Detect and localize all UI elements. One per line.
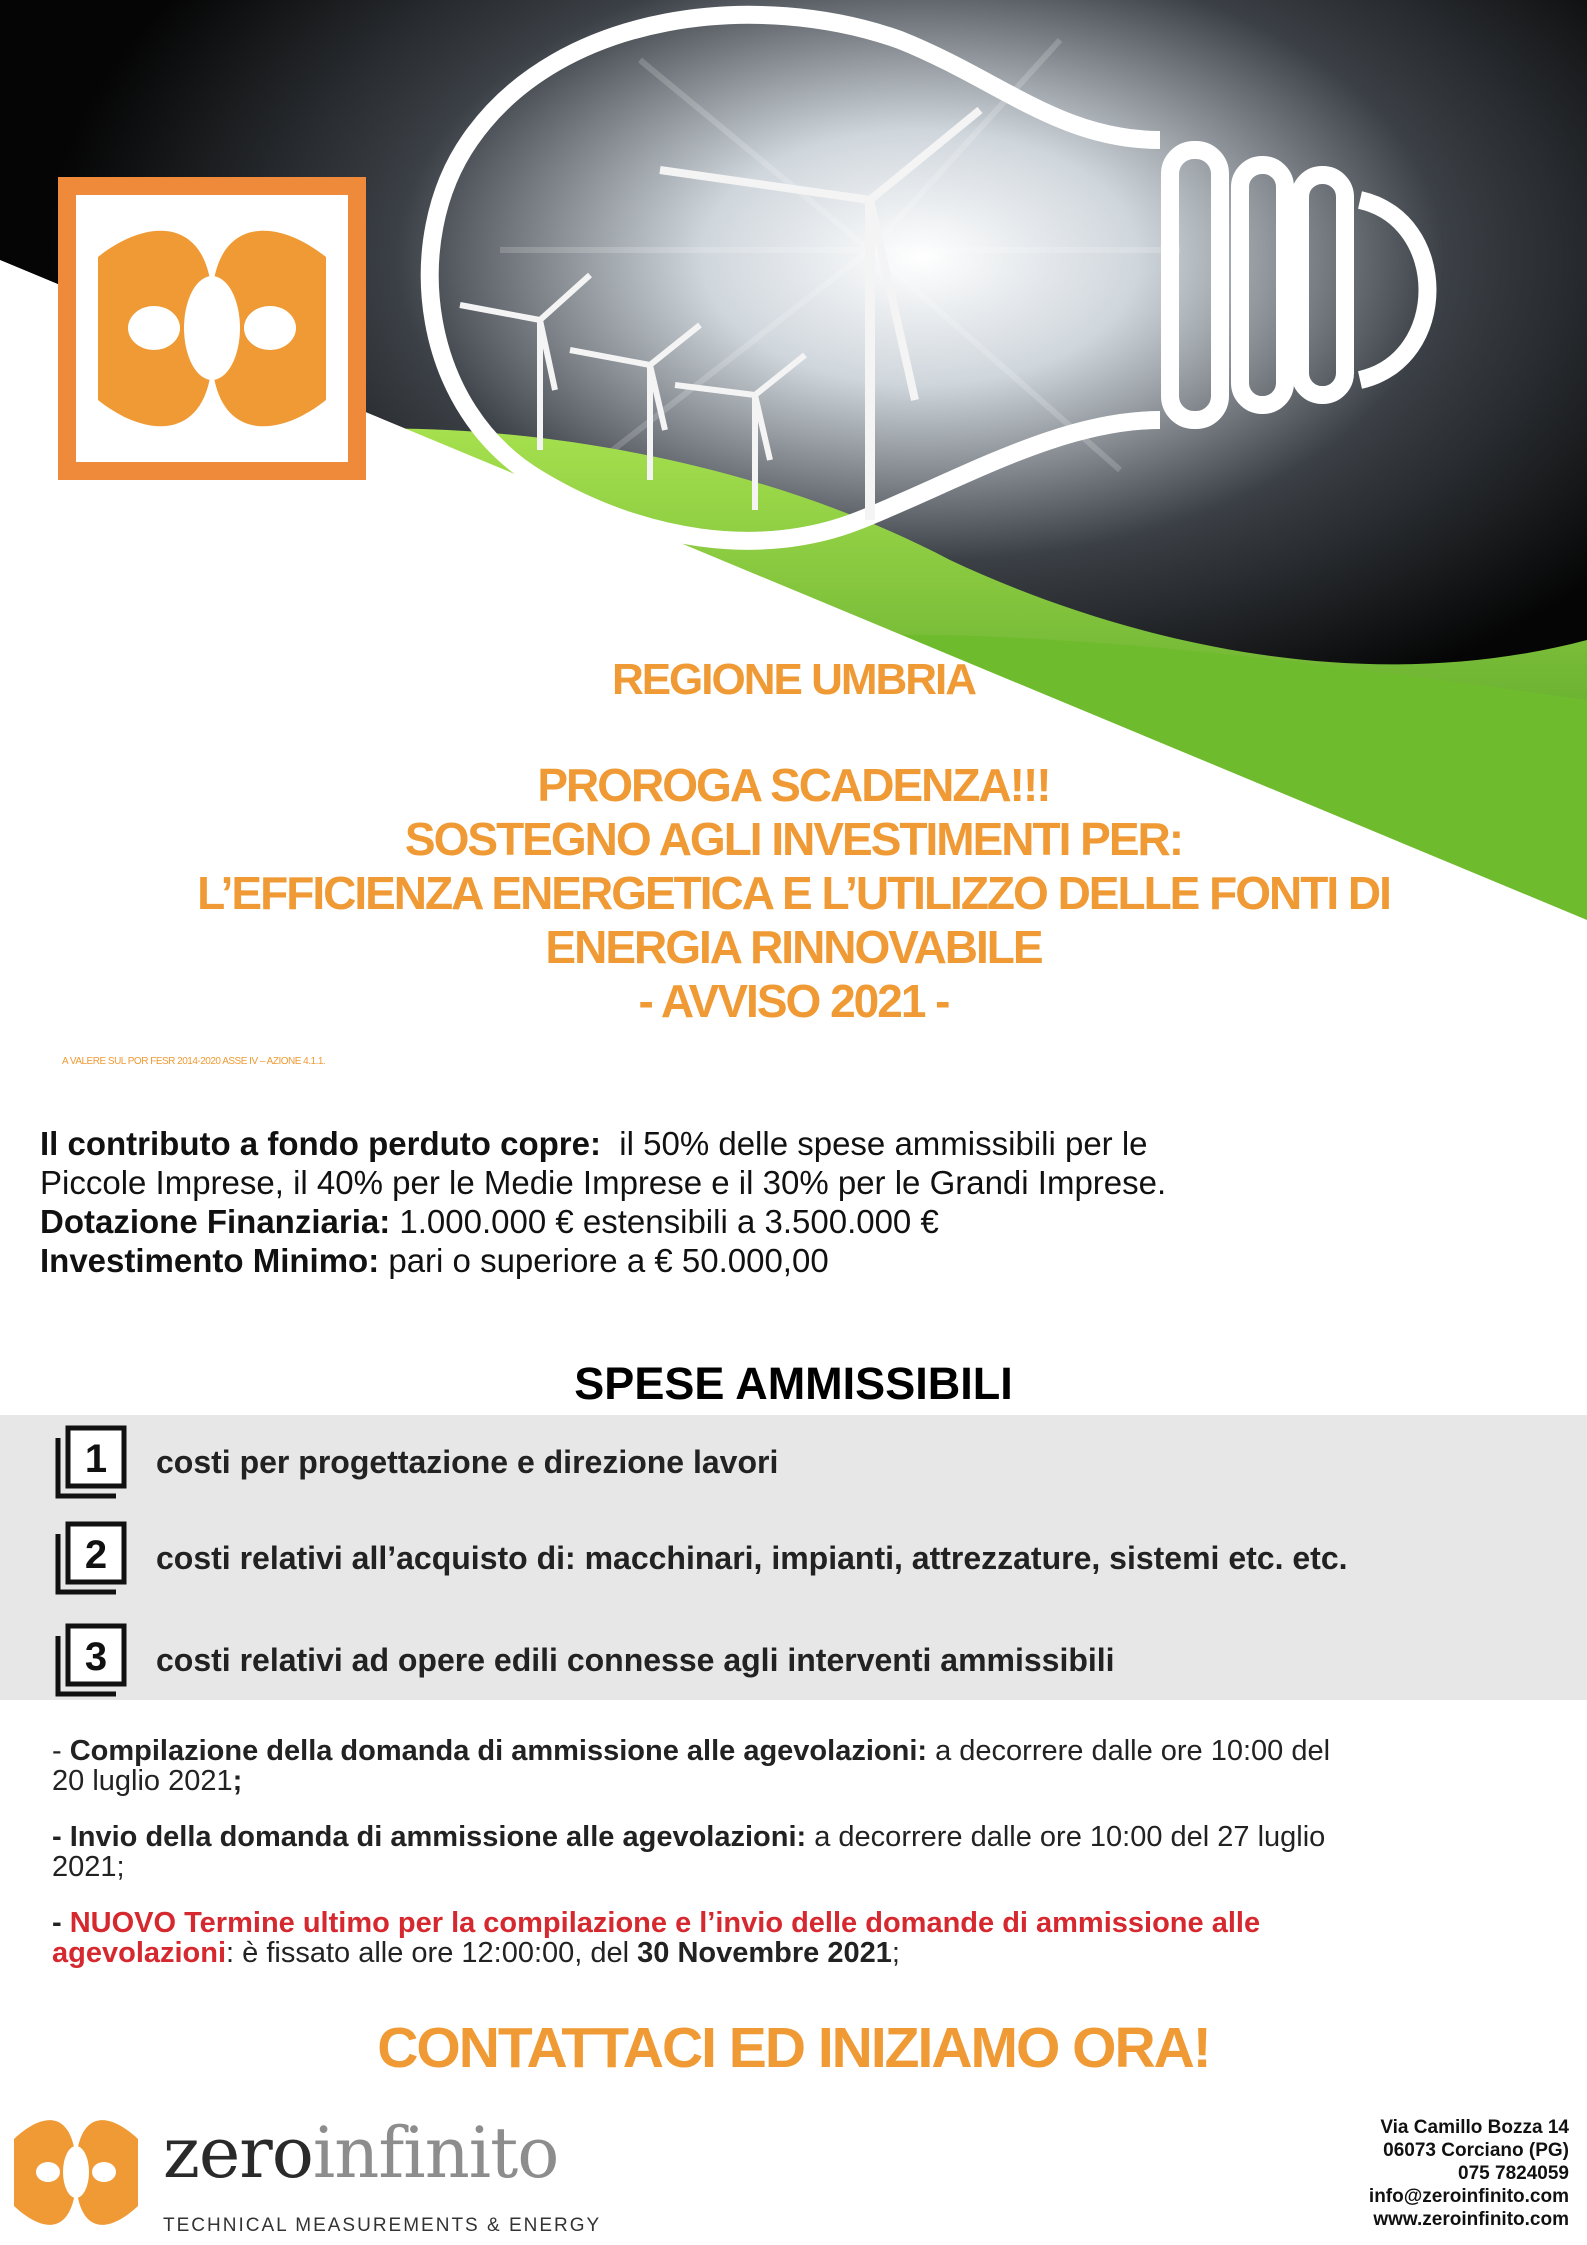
headline-line-2: SOSTEGNO AGLI INVESTIMENTI PER: <box>404 813 1183 865</box>
cost-number-2: 2 <box>84 1533 108 1577</box>
deadline-2-line-1 <box>52 1822 1472 1852</box>
brand-tagline: TECHNICAL MEASUREMENTS & ENERGY <box>163 2215 602 2236</box>
deadline-submission <box>52 1822 1472 1882</box>
deadline-1-text: a decorrere dalle ore 10:00 del <box>927 1735 1331 1767</box>
minimum-label: Investimento Minimo: <box>40 1242 380 1279</box>
brand-name <box>163 2112 559 2194</box>
deadline-2-text: a decorrere dalle ore 10:00 del 27 luglio <box>806 1821 1326 1853</box>
contribution-label: Il contributo a fondo perduto copre: <box>40 1125 601 1162</box>
intro-block <box>40 1124 1166 1280</box>
deadline-2-date: 2021; <box>52 1851 125 1883</box>
deadline-1-line-1 <box>52 1736 1472 1766</box>
deadline-3-text: : è fissato alle ore 12:00:00, del <box>226 1937 638 1969</box>
address-city: 06073 Corciano (PG) <box>1383 2140 1569 2161</box>
contribution-text-2: Piccole Imprese, il 40% per le Medie Imprese e il 30% per le Grandi Imprese. <box>40 1164 1167 1201</box>
headline-line-4: ENERGIA RINNOVABILE <box>545 921 1042 973</box>
number-2-icon <box>52 1520 128 1596</box>
deadline-3-red-1: NUOVO Termine ultimo per la compilazione e l’invio delle domande di ammissione alle <box>69 1907 1261 1939</box>
headline-line-5: - AVVISO 2021 - <box>638 975 949 1027</box>
contribution-text-1: il 50% delle spese ammissibili per le <box>600 1125 1148 1162</box>
deadline-3-red-2: agevolazioni <box>52 1937 227 1969</box>
headline-line-3: L’EFFICIENZA ENERGETICA E L’UTILIZZO DELLE FONTI DI <box>197 867 1390 919</box>
cost-item-1 <box>52 1422 778 1502</box>
region-title: REGIONE UMBRIA <box>611 655 976 704</box>
headline-line-1: PROROGA SCADENZA!!! <box>537 759 1050 811</box>
deadline-1-label: Compilazione della domanda di ammissione alle agevolazioni: <box>69 1735 928 1767</box>
deadline-3-line-1 <box>52 1908 1472 1938</box>
minimum-line <box>40 1241 1166 1280</box>
brand-zero: zero <box>163 2112 313 2194</box>
cost-label-3: costi relativi ad opere edili connesse agli interventi ammissibili <box>156 1641 1115 1678</box>
eligible-costs-title: SPESE AMMISSIBILI <box>574 1358 1013 1409</box>
deadline-2-label: - Invio della domanda di ammissione alle agevolazioni: <box>52 1821 807 1853</box>
deadline-1-line-2 <box>52 1766 1472 1796</box>
deadline-compilation <box>52 1736 1472 1796</box>
number-3-icon <box>52 1622 128 1698</box>
number-1-icon <box>52 1424 128 1500</box>
deadline-3-line-2 <box>52 1938 1472 1968</box>
company-logo <box>58 177 366 480</box>
cost-item-3 <box>52 1620 1115 1700</box>
call-to-action: CONTATTACI ED INIZIAMO ORA! <box>377 2016 1210 2080</box>
cost-label-1: costi per progettazione e direzione lavori <box>156 1443 779 1480</box>
deadline-1-date: 20 luglio 2021 <box>52 1765 233 1797</box>
deadline-3-end: ; <box>891 1937 900 1969</box>
headline <box>0 758 1587 1028</box>
minimum-value: pari o superiore a € 50.000,00 <box>379 1242 829 1279</box>
deadline-final <box>52 1908 1472 1968</box>
fine-print-note: A VALERE SUL POR FESR 2014-2020 ASSE IV – AZIONE 4.1.1. <box>62 1056 326 1067</box>
funding-value: 1.000.000 € estensibili a 3.500.000 € <box>390 1203 939 1240</box>
address-email: info@zeroinfinito.com <box>1368 2186 1569 2207</box>
funding-line <box>40 1202 1166 1241</box>
deadline-1-end: ; <box>232 1765 243 1797</box>
footer-logo-icon <box>10 2105 142 2240</box>
deadline-1-prefix: - <box>52 1735 70 1767</box>
cost-number-3: 3 <box>84 1635 108 1679</box>
brand-infinito: infinito <box>312 2112 559 2194</box>
address-street: Via Camillo Bozza 14 <box>1380 2117 1569 2138</box>
contribution-line <box>40 1124 1166 1163</box>
funding-label: Dotazione Finanziaria: <box>40 1203 391 1240</box>
deadline-3-date: 30 Novembre 2021 <box>637 1937 892 1969</box>
deadline-3-prefix: - <box>52 1907 70 1939</box>
cost-label-2: costi relativi all’acquisto di: macchinari, impianti, attrezzature, sistemi etc. etc. <box>156 1539 1348 1576</box>
address-website: www.zeroinfinito.com <box>1373 2209 1569 2230</box>
address-phone: 075 7824059 <box>1458 2163 1569 2184</box>
contact-address <box>1369 2116 1569 2231</box>
cost-item-2 <box>52 1518 1348 1598</box>
cost-number-1: 1 <box>84 1437 108 1481</box>
